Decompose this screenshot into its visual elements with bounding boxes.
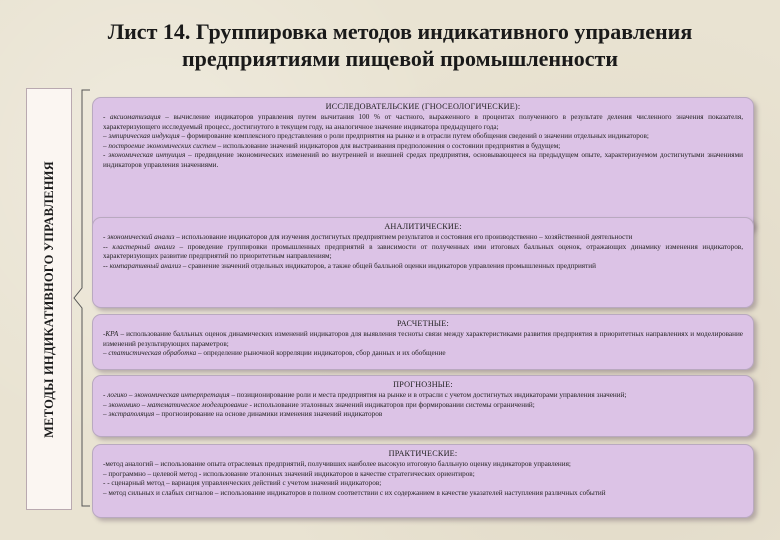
list-item <box>103 349 743 359</box>
method-term: - экономический анализ <box>103 233 175 241</box>
list-item <box>103 113 743 132</box>
method-term: - аксиоматизация <box>103 113 161 121</box>
list-item <box>103 460 743 470</box>
method-desc: – метод сильных и слабых сигналов – использование индикаторов в полном соответствии с их содержанием в качестве указателей наступления различных событий <box>103 488 606 497</box>
list-item <box>103 243 743 262</box>
group-title: ПРОГНОЗНЫЕ: <box>393 380 453 389</box>
method-desc: – вычисление индикаторов управления путем вычитания 100 % от частного, выраженного в процентах полученного в результате деления численного значения показателя, характеризующего исследуемый процесс, достигнутого в текущем году, на аналогичное значение индикатора предыдущего года; <box>103 113 744 131</box>
method-desc: – позиционирование роли и места предприятия на рынке и в отрасли с учетом достигнутых индикаторами управления значений; <box>229 391 627 399</box>
method-desc: – прогнозирование на основе динамики изменения значений индикаторов <box>154 410 383 419</box>
method-desc: – сравнение значений отдельных индикаторов, а также общей балльной оценки индикаторов управления промышленных предприятий <box>180 261 596 270</box>
method-term: – экономико – математическое моделирование <box>103 400 248 409</box>
side-label-box <box>26 88 72 510</box>
method-desc: – формирование комплексного представления о роли предприятия на рынке и в отрасли путем обобщения сведений о значении отдельных индикаторов; <box>179 132 649 141</box>
page-title-line-1: Лист 14. Группировка методов индикативного управления <box>107 19 693 44</box>
group-box-calculation <box>92 314 754 370</box>
method-term: – эмпирическая индукция <box>103 132 180 141</box>
group-box-forecast <box>92 375 754 437</box>
list-item <box>103 132 743 142</box>
list-item <box>103 391 743 401</box>
method-desc: - - сценарный метод – вариация управленческих действий с учетом значений индикаторов; <box>103 479 382 488</box>
method-term: -КРА <box>103 330 119 338</box>
method-term: - экономическая интуиция <box>103 151 186 160</box>
group-title: АНАЛИТИЧЕСКИЕ: <box>384 222 462 231</box>
list-item <box>103 151 743 170</box>
list-item <box>103 489 743 499</box>
list-item <box>103 401 743 411</box>
list-item <box>103 233 743 243</box>
method-desc: -метод аналогий – использование опыта отраслевых предприятий, получивших наиболее высокую итоговую балльную оценку индикаторов управления; <box>103 460 571 468</box>
group-title: ИССЛЕДОВАТЕЛЬСКИЕ (ГНОСЕОЛОГИЧЕСКИЕ): <box>325 102 521 111</box>
group-box-research <box>92 97 754 232</box>
method-desc: – использование индикаторов для изучения достигнутых предприятием результатов и состояния его производственно – хозяйственной деятельности <box>174 233 633 241</box>
list-item <box>103 410 743 420</box>
list-item <box>103 330 743 349</box>
list-item <box>103 262 743 272</box>
page-title-line-2: предприятиями пищевой промышленности <box>181 46 619 71</box>
list-item <box>103 142 743 152</box>
method-term: – статистическая обработка <box>103 349 197 358</box>
method-term: – построение экономических систем <box>103 141 216 150</box>
group-box-practical <box>92 444 754 518</box>
group-bracket <box>72 88 94 508</box>
method-desc: – использование значений индикаторов для выстраивания предположения о состоянии предприятия в будущем; <box>215 141 561 150</box>
method-desc: - использование эталонных значений индикаторов при формировании системы ограничений; <box>247 400 535 409</box>
group-title: РАСЧЕТНЫЕ: <box>397 319 449 328</box>
method-desc: – использование балльных оценок динамических изменений индикаторов для выявления тесноты связи между характеристиками развития предприятия в приоритетных направлениях и моделирование изменений результирующих параметров; <box>103 330 743 348</box>
method-term: -- кластерный анализ <box>103 242 175 251</box>
group-box-analytical <box>92 217 754 308</box>
method-desc: – программно – целевой метод - использование эталонных значений индикаторов в качестве стратегических ориентиров; <box>103 469 475 478</box>
list-item <box>103 479 743 489</box>
method-term: -- компаративный анализ <box>103 261 181 270</box>
method-desc: – определение рыночной корреляции индикаторов, сбор данных и их обобщение <box>196 349 446 358</box>
side-label: МЕТОДЫ ИНДИКАТИВНОГО УПРАВЛЕНИЯ <box>41 160 56 438</box>
method-desc: – проведение группировки промышленных предприятий в зависимости от полученных ими итоговых балльных оценок, отражающих динамику изменения индикаторов, характеризующих развитие предприятий по приоритетным направлениям; <box>103 242 743 261</box>
group-title: ПРАКТИЧЕСКИЕ: <box>388 449 458 458</box>
method-term: – экстраполяция <box>103 410 155 419</box>
list-item <box>103 470 743 480</box>
page-title <box>40 18 760 72</box>
method-desc: – предвидение экономических изменений во внутренней и внешней средах предприятия, основывающееся на предыдущем опыте, характеризуемом достигнутыми значениями индикаторов управления значениями. <box>103 151 743 169</box>
method-term: - логико – экономическая интерпретация <box>103 391 230 399</box>
